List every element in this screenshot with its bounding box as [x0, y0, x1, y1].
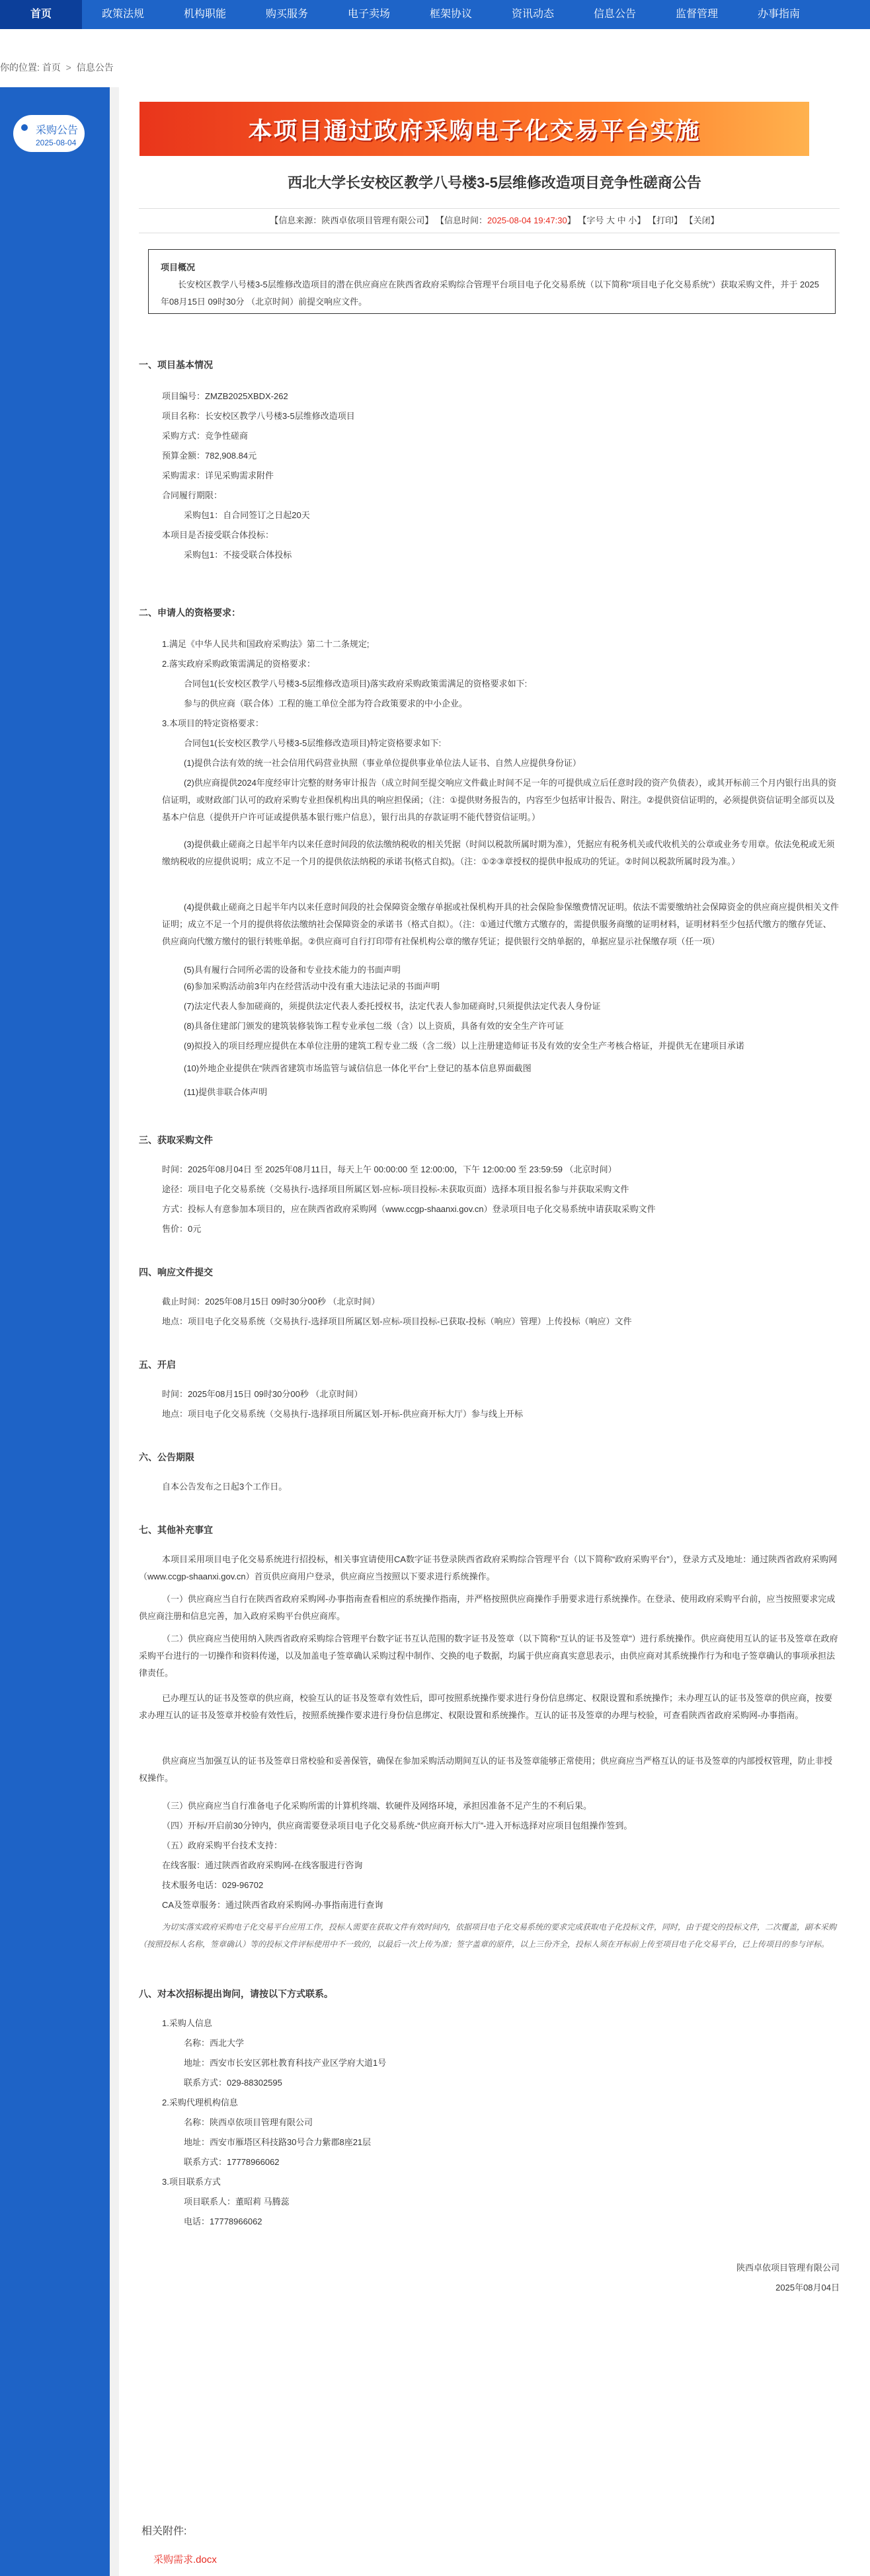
text-line: 在线客服：通过陕西省政府采购网-在线客服进行咨询 — [162, 1860, 363, 1870]
divider — [139, 208, 840, 209]
nav-item[interactable]: 监督管理 — [675, 9, 718, 20]
text-line: 供应商应当加强互认的证书及签章日常校验和妥善保管，确保在参加采购活动期间互认的证书及签章能够正常使用；供应商应当严格互认的证书及签章的内部授权管理，防止非授权操作。 — [139, 1756, 833, 1783]
signature-date: 2025年08月04日 — [775, 2283, 840, 2292]
top-nav — [0, 0, 870, 29]
meta-font-end: 】 — [637, 215, 646, 225]
section-heading: 三、获取采购文件 — [139, 1135, 213, 1145]
text-line: 合同包1(长安校区教学八号楼3-5层维修改造项目)特定资格要求如下: — [184, 738, 442, 748]
meta-source: 【信息来源：陕西卓依项目管理有限公司】 — [270, 215, 434, 225]
text-line: 已办理互认的证书及签章的供应商，校验互认的证书及签章有效性后，即可按照系统操作要求进行身份信息绑定、权限设置和系统操作；未办理互认的证书及签章的供应商，按要求办理互认的证书及签章并校验有效性后，按照系统操作要求进行身份信息绑定、权限设置和系统操作。互认的证书及签章的办理与校验，可查看陕西省政府采购网-办事指南。 — [139, 1693, 833, 1720]
text-line: 电话：17778966062 — [184, 2216, 262, 2226]
text-line: 1.满足《中华人民共和国政府采购法》第二十二条规定; — [162, 639, 370, 649]
text-line: 地址：西安市雁塔区科技路30号合力紫郡8座21层 — [184, 2137, 372, 2147]
nav-item[interactable]: 框架协议 — [429, 9, 472, 20]
text-line: 方式：投标人有意参加本项目的，应在陕西省政府采购网（www.ccgp-shaanxi.gov.cn）登录项目电子化交易系统申请获取采购文件 — [162, 1204, 656, 1214]
text-line: 项目编号：ZMZB2025XBDX-262 — [162, 391, 288, 401]
sidebar-item-procurement-notice[interactable] — [13, 115, 85, 152]
section-heading: 五、开启 — [139, 1359, 176, 1370]
section-heading: 八、对本次招标提出询问，请按以下方式联系。 — [139, 1989, 333, 1999]
nav-item[interactable]: 办事指南 — [757, 9, 800, 20]
text-line: (11)提供非联合体声明 — [184, 1087, 268, 1097]
meta-time-end: 】 — [567, 215, 576, 225]
section-heading: 一、项目基本情况 — [139, 360, 213, 370]
text-line: 时间：2025年08月04日 至 2025年08月11日，每天上午 00:00:00 至 12:00:00，下午 12:00:00 至 23:59:59 （北京时间） — [162, 1164, 617, 1174]
text-line: （三）供应商应当自行准备电子化采购所需的计算机终端、软硬件及网络环境，承担因准备不足产生的不利后果。 — [162, 1801, 592, 1811]
banner — [139, 102, 809, 156]
text-line: 3.项目联系方式 — [162, 2177, 221, 2187]
text-line: 截止时间：2025年08月15日 09时30分00秒 （北京时间） — [162, 1297, 380, 1307]
text-line: 合同履行期限： — [162, 490, 223, 500]
section-heading: 四、响应文件提交 — [139, 1267, 213, 1277]
text-line: 地点：项目电子化交易系统（交易执行-选择项目所属区划-应标-项目投标-已获取-投标（响应）管理）上传投标（响应）文件 — [162, 1316, 632, 1326]
text-line: 合同包1(长安校区教学八号楼3-5层维修改造项目)落实政府采购政策需满足的资格要求如下: — [184, 679, 528, 689]
page-title: 西北大学长安校区教学八号楼3-5层维修改造项目竞争性磋商公告 — [288, 174, 701, 191]
breadcrumb-home-link[interactable]: 首页 — [42, 62, 61, 73]
text-line: 项目名称：长安校区教学八号楼3-5层维修改造项目 — [162, 411, 355, 421]
text-line: (5)具有履行合同所必需的设备和专业技术能力的书面声明 — [184, 965, 401, 975]
text-line: 途径：项目电子化交易系统（交易执行-选择项目所属区划-应标-项目投标-未获取页面）选择本项目报名参与并获取采购文件 — [162, 1184, 629, 1194]
text-line: 3.本项目的特定资格要求： — [162, 718, 264, 728]
text-line: 采购包1：自合同签订之日起20天 — [184, 510, 310, 520]
text-line: 地点：项目电子化交易系统（交易执行-选择项目所属区划-开标-供应商开标大厅）参与线上开标 — [162, 1409, 523, 1419]
nav-item[interactable]: 信息公告 — [593, 9, 636, 20]
text-line: (7)法定代表人参加磋商的，须提供法定代表人委托授权书，法定代表人参加磋商时,只须提供法定代表人身份证 — [184, 1001, 601, 1011]
text-line: 为切实落实政府采购电子化交易平台应用工作，投标人需要在获取文件有效时间内，依据项目电子化交易系统的要求完成获取电子化投标文件，同时，由于提交的投标文件，二次覆盖，副本采购（按照投标人名称，签章确认）等的投标文件评标使用中不一致的，以最后一次上传为准；签字盖章的原件，以上三份齐全，投标人须在开标前上传至项目电子化交易平台，已上传项目的参与评标。 — [139, 1922, 837, 1949]
sidebar-item-date: 2025-08-04 — [36, 138, 77, 147]
meta-font-label: 【字号 — [578, 215, 604, 225]
section-heading: 七、其他补充事宜 — [139, 1525, 213, 1535]
text-line: 2.采购代理机构信息 — [162, 2098, 238, 2107]
close-link[interactable]: 【关闭】 — [684, 215, 719, 225]
text-line: 地址：西安市长安区郭杜教育科技产业区学府大道1号 — [184, 2058, 387, 2068]
nav-item[interactable]: 资讯动态 — [511, 9, 554, 20]
text-line: 技术服务电话：029-96702 — [162, 1880, 264, 1890]
breadcrumb-current: 信息公告 — [76, 62, 114, 73]
text-line: 自本公告发布之日起3个工作日。 — [162, 1482, 288, 1492]
print-link[interactable]: 【打印】 — [647, 215, 682, 225]
text-line: （二）供应商应当使用纳入陕西省政府采购综合管理平台数字证书互认范围的数字证书及签章（以下简称“互认的证书及签章”）进行系统操作。供应商使用互认的证书及签章在政府采购平台进行的一切操作和资料传递，以及加盖电子签章确认采购过程中制作、交换的电子数据，均属于供应商真实意思表示，由供应商对其系统操作行为和电子签章确认的事项承担法律责任。 — [139, 1634, 838, 1678]
nav-item[interactable]: 机构职能 — [183, 9, 226, 20]
text-line: （四）开标/开启前30分钟内，供应商需要登录项目电子化交易系统-“供应商开标大厅”-进入开标选择对应项目包组操作签到。 — [162, 1821, 633, 1831]
text-line: 联系方式：17778966062 — [184, 2157, 280, 2167]
sidebar — [0, 87, 110, 2576]
text-line: 本项目采用项目电子化交易系统进行招投标，相关事宜请使用CA数字证书登录陕西省政府采购综合管理平台（以下简称“政府采购平台”），登录方式及地址：通过陕西省政府采购网（www.ccgp-shaanxi.gov.cn）首页供应商用户登录，供应商应当按照以下要求进行系统操作。 — [139, 1554, 838, 1581]
text-line: (4)提供截止磋商之日起半年内以来任意时间段的社会保障资金缴存单据或社保机构开具的社会保险参保缴费情况证明。依法不需要缴纳社会保障资金的供应商应提供相关文件证明；成立不足一个月的提供将依法缴纳社会保障资金的承诺书（格式自拟）。（注：①通过代缴方式缴存的，需提供服务商缴的证明材料，证明材料至少包括代缴方的缴存凭证、供应商向代缴方缴付的银行转账单据。②供应商可自行打印带有社保机构公章的缴存凭证；提供银行交纳单据的，单据应显示社保缴存项（任一项） — [162, 902, 839, 946]
breadcrumb — [0, 54, 870, 81]
text-line: (6)参加采购活动前3年内在经营活动中没有重大违法记录的书面声明 — [184, 981, 440, 991]
bullet-dot-icon — [21, 124, 28, 131]
text-line: 预算金额：782,908.84元 — [162, 451, 257, 461]
text-line: (1)提供合法有效的统一社会信用代码营业执照（事业单位提供事业单位法人证书、自然人应提供身份证） — [184, 758, 581, 768]
meta-time-value: 2025-08-04 19:47:30 — [487, 215, 567, 225]
font-size-medium-link[interactable]: 中 — [617, 215, 626, 225]
text-line: (9)拟投入的项目经理应提供在本单位注册的建筑工程专业二级（含二级）以上注册建造师证书及有效的安全生产考核合格证，并提供无在建项目承诺 — [184, 1041, 744, 1051]
text-line: (8)具备住建部门颁发的建筑装修装饰工程专业承包二级（含）以上资质，具备有效的安全生产许可证 — [184, 1021, 564, 1031]
sidebar-item-label: 采购公告 — [36, 125, 79, 136]
text-line: CA及签章服务：通过陕西省政府采购网-办事指南进行查询 — [162, 1900, 383, 1910]
text-line: 采购需求：详见采购需求附件 — [162, 471, 274, 480]
nav-item[interactable]: 购买服务 — [265, 9, 308, 20]
text-line: 本项目是否接受联合体投标： — [162, 530, 274, 540]
nav-item[interactable]: 政策法规 — [101, 9, 144, 20]
breadcrumb-prefix: 你的位置: — [0, 62, 40, 73]
text-line: (2)供应商提供2024年度经审计完整的财务审计报告（成立时间至提交响应文件截止时间不足一年的可提供成立后任意时段的资产负债表），或其开标前三个月内银行出具的资信证明，或财政部门认可的政府采购专业担保机构出具的响应担保函；（注：①提供财务报告的，内容至少包括审计报告、附注。②提供资信证明的，必须提供资信证明全部页以及基本户信息（提供开户许可证或提供基本银行账户信息），银行出具的存款证明不能代替资信证明。） — [162, 778, 837, 822]
text-line: （一）供应商应当自行在陕西省政府采购网-办事指南查看相应的系统操作指南，并严格按照供应商操作手册要求进行系统操作。在登录、使用政府采购平台前，应当按照要求完成供应商注册和信息完善，加入政府采购平台供应商库。 — [139, 1594, 836, 1621]
nav-item[interactable]: 电子卖场 — [347, 9, 390, 20]
section-heading: 二、申请人的资格要求： — [139, 607, 241, 618]
text-line: 项目联系人：董昭莉 马腾蕊 — [184, 2197, 290, 2207]
overview-body: 长安校区教学八号楼3-5层维修改造项目的潜在供应商应在陕西省政府采购综合管理平台项目电子化交易系统（以下简称“项目电子化交易系统”）获取采购文件，并于 2025年08月15日 09时30分 （北京时间）前提交响应文件。 — [161, 280, 819, 307]
text-line: 名称：陕西卓依项目管理有限公司 — [184, 2117, 313, 2127]
article-meta — [119, 213, 870, 226]
text-line: 2.落实政府采购政策需满足的资格要求： — [162, 659, 315, 669]
text-line: 联系方式：029-88302595 — [184, 2078, 282, 2088]
project-overview-box — [148, 249, 836, 314]
text-line: 参与的供应商（联合体）工程的施工单位全部为符合政策要求的中小企业。 — [184, 699, 468, 708]
text-line: 采购方式：竞争性磋商 — [162, 431, 249, 441]
text-line: 名称：西北大学 — [184, 2038, 245, 2048]
text-line: 时间：2025年08月15日 09时30分00秒 （北京时间） — [162, 1389, 363, 1399]
signature-org: 陕西卓依项目管理有限公司 — [736, 2263, 840, 2273]
attachment-link[interactable]: 采购需求.docx — [153, 2554, 217, 2565]
text-line: (3)提供截止磋商之日起半年内以来任意时间段的依法缴纳税收的相关凭据（时间以税款所属时期为准），凭据应有税务机关或代收机关的公章或业务专用章。依法免税或无须缴纳税收的应提供说明；成立不足一个月的提供依法纳税的承诺书(格式自拟)。（注：①②③章授权的提供申报成功的凭证。②时间以税款所属时段为准。） — [162, 839, 835, 866]
text-line: (10)外地企业提供在“陕西省建筑市场监管与诚信信息一体化平台”上登记的基本信息界面截图 — [184, 1063, 532, 1073]
overview-heading: 项目概况 — [161, 262, 196, 272]
font-size-large-link[interactable]: 大 — [606, 215, 615, 225]
text-line: （五）政府采购平台技术支持： — [162, 1840, 283, 1850]
text-line: 售价：0元 — [162, 1224, 202, 1234]
text-line: 1.采购人信息 — [162, 2018, 212, 2028]
breadcrumb-separator: > — [65, 62, 71, 73]
nav-item[interactable]: 首页 — [0, 0, 82, 29]
font-size-small-link[interactable]: 小 — [628, 215, 637, 225]
attachments-label: 相关附件: — [141, 2526, 187, 2537]
banner-text: 本项目通过政府采购电子化交易平台实施 — [248, 116, 701, 144]
text-line: 采购包1：不接受联合体投标 — [184, 550, 292, 560]
section-heading: 六、公告期限 — [139, 1452, 194, 1462]
meta-time-label: 【信息时间： — [436, 215, 488, 225]
